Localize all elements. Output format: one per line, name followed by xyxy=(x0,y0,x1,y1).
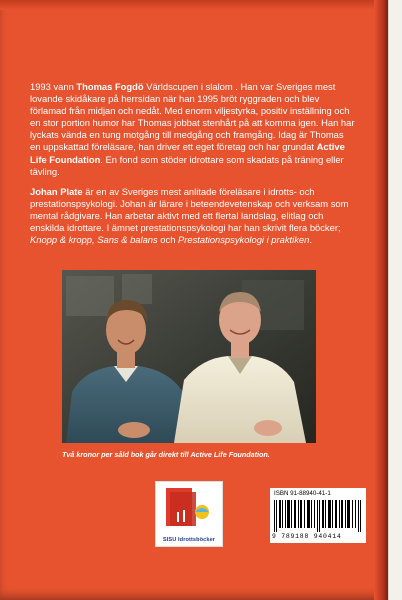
bio-text: . En fond som stöder idrottare som skadats på träning eller tävling. xyxy=(30,153,344,177)
publisher-name: SISU Idrottsböcker xyxy=(162,537,216,543)
authors-photo-illustration xyxy=(62,270,316,443)
photo-caption: Två kronor per såld bok går direkt till Active Life Foundation. xyxy=(62,450,270,459)
barcode-number: 9 789188 940414 xyxy=(272,533,342,540)
author-bio-fogdo xyxy=(30,81,356,178)
cover-top-edge xyxy=(0,0,388,10)
barcode-icon xyxy=(274,500,362,532)
author-name-plate: Johan Plate xyxy=(30,186,83,197)
bio-text: är en av Sveriges mest anlitade föreläsare i idrotts- och prestationspsykologi. Johan är lärare i beteendevetenskap och verksam som mental rådgivare. Han arbetar aktivt med ett flertal landslag, elitlag och enskilda idrottare. I ämnet prestationspsykologi har han skrivit flera böcker; xyxy=(30,186,349,234)
author-bio-plate xyxy=(30,186,356,246)
bio-text: 1993 vann xyxy=(30,81,77,92)
author-name-fogdo: Thomas Fogdö xyxy=(76,81,144,92)
sisu-books-icon xyxy=(156,482,222,534)
publisher-logo xyxy=(155,481,223,547)
barcode-area xyxy=(270,488,366,543)
isbn-number: ISBN 91-88940-41-1 xyxy=(274,490,331,497)
cover-spine-edge xyxy=(374,0,388,600)
book-page-edge xyxy=(388,0,402,600)
bio-text: . xyxy=(309,234,312,246)
foundation-name: Active Life Foundation xyxy=(30,141,345,165)
book-title: Prestationspsykologi i praktiken xyxy=(178,234,310,246)
book-titles: Knopp & kropp, Sans & balans xyxy=(30,234,158,246)
bio-text: Världscupen i slalom . Han var Sveriges mest lovande skidåkare på herrsidan när han 1995 bröt ryggraden och blev förlamad från midjan och nedåt. Med enorm viljestyrka, positiv inställning och en stor portion humor har Thomas jobbat stenhårt på att komma igen. Han har lyckats vända en tung motgång till medgång och framgång. Idag är Thomas en uppskattad föreläsare, han driver ett eget företag och har grundat xyxy=(30,81,355,153)
authors-photo xyxy=(62,270,316,443)
bio-text: och xyxy=(157,234,179,246)
